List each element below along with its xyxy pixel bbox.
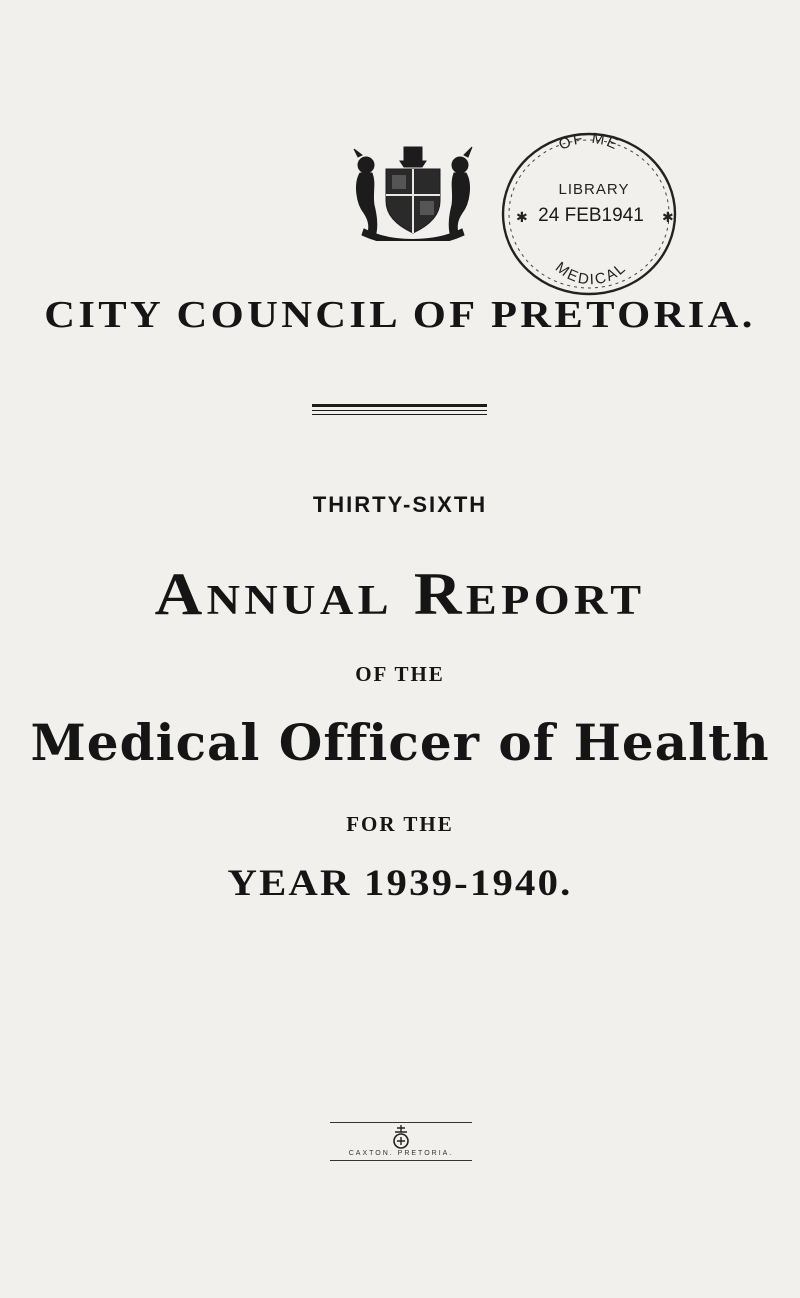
for-the-label: FOR THE xyxy=(346,812,454,836)
star-icon: ✱ xyxy=(516,209,528,225)
report-title: Annual Report xyxy=(154,561,646,627)
imprint-rule-top xyxy=(330,1122,472,1123)
library-stamp xyxy=(496,128,682,300)
imprint-rule-bottom xyxy=(330,1160,472,1161)
printer-device-icon xyxy=(391,1124,411,1150)
divider-rule xyxy=(312,404,487,418)
stamp-library-label: LIBRARY xyxy=(558,181,630,198)
edition-label: THIRTY-SIXTH xyxy=(312,492,488,517)
printer-imprint xyxy=(330,1122,472,1161)
stamp-date: 24 FEB1941 xyxy=(538,205,644,226)
star-icon: ✱ xyxy=(662,209,674,225)
svg-text:MEDICAL xyxy=(552,259,630,289)
svg-text:OF ME xyxy=(556,130,622,154)
of-the-label: OF THE xyxy=(355,662,445,686)
stamp-arc-top: OF ME xyxy=(556,129,622,154)
report-year: YEAR 1939-1940. xyxy=(227,863,573,904)
council-title: CITY COUNCIL OF PRETORIA. xyxy=(44,294,756,336)
printer-name: CAXTON. PRETORIA. xyxy=(348,1150,454,1157)
officer-title: Medical Officer of Health xyxy=(30,713,770,772)
stamp-arc-bottom: MEDICAL xyxy=(551,258,631,289)
coat-of-arms-icon xyxy=(352,143,474,241)
